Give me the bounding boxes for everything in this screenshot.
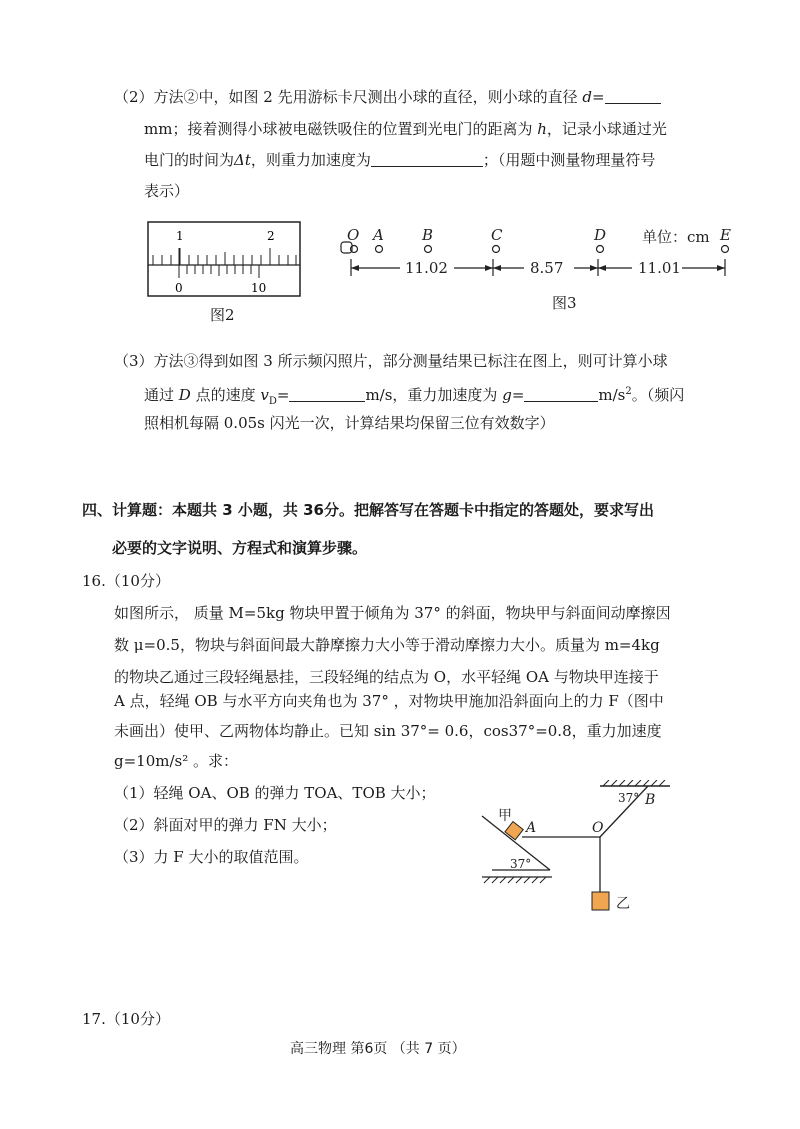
q17-header: 17.（10分） bbox=[82, 1010, 170, 1028]
ceiling-hatching bbox=[603, 780, 665, 786]
vernier-caliper-figure bbox=[145, 220, 305, 300]
figure2-caption: 图2 bbox=[210, 306, 235, 324]
text: （3）方法③得到如图 3 所示频闪照片，部分测量结果已标注在图上，则可计算小球 bbox=[114, 352, 668, 370]
main-scale-label-2: 2 bbox=[267, 229, 275, 243]
text: = bbox=[592, 88, 605, 106]
point-label-D: D bbox=[594, 226, 607, 244]
sup-2: 2 bbox=[625, 386, 632, 397]
text: = bbox=[276, 386, 290, 404]
label-O: O bbox=[592, 820, 604, 836]
q16-paragraph-line5: 未画出）使甲、乙两物体均静止。已知 sin 37°= 0.6，cos37°=0.8，重力加速度 bbox=[114, 722, 662, 740]
text: = bbox=[511, 386, 525, 404]
text: 电门的时间为 bbox=[144, 151, 235, 169]
var-d: d bbox=[582, 88, 593, 106]
vernier-label-10: 10 bbox=[251, 281, 267, 295]
q16-paragraph-line4: A 点，轻绳 OB 与水平方向夹角也为 37° ，对物块甲施加沿斜面向上的力 F（图中 bbox=[114, 692, 664, 710]
q16-paragraph-line2: 数 μ=0.5，物块与斜面间最大静摩擦力大小等于滑动摩擦力大小。质量为 m=4kg bbox=[114, 636, 660, 654]
text: ，记录小球通过光 bbox=[546, 120, 667, 138]
block-yi bbox=[592, 892, 609, 910]
page-footer: 高三物理 第6页 （共 7 页） bbox=[290, 1041, 466, 1057]
text: mm；接着测得小球被电磁铁吸住的位置到光电门的距离为 bbox=[144, 120, 538, 138]
q16-paragraph-line1: 如图所示， 质量 M=5kg 物块甲置于倾角为 37° 的斜面，物块甲与斜面间动摩擦因 bbox=[114, 604, 671, 622]
distance-label-1: 11.02 bbox=[405, 259, 448, 277]
text: 表示） bbox=[144, 182, 190, 200]
main-scale-label-1: 1 bbox=[176, 229, 184, 243]
answer-blank-d[interactable] bbox=[605, 87, 661, 104]
text: 点的速度 bbox=[190, 386, 261, 404]
text: 照相机每隔 0.05s 闪光一次，计算结果均保留三位有效数字） bbox=[144, 414, 555, 432]
text: m/s bbox=[598, 386, 626, 404]
answer-blank-g[interactable] bbox=[524, 385, 598, 402]
var-g: g bbox=[502, 386, 512, 404]
strobe-photo-figure bbox=[334, 222, 744, 286]
label-yi: 乙 bbox=[616, 896, 630, 912]
text: m/s，重力加速度为 bbox=[365, 386, 503, 404]
section4-title-line1: 四、计算题：本题共 3 小题，共 36分。把解答写在答题卡中指定的答题处，要求写出 bbox=[82, 501, 654, 519]
point-label-C: C bbox=[491, 226, 503, 244]
point-label-E: E bbox=[720, 226, 731, 244]
section4-title-line2: 必要的文字说明、方程式和演算步骤。 bbox=[112, 539, 368, 557]
label-B: B bbox=[645, 792, 656, 808]
main-scale-ticks bbox=[153, 248, 296, 265]
figure3-caption: 图3 bbox=[552, 294, 577, 312]
label-A: A bbox=[526, 820, 537, 836]
q15-part3-line1 bbox=[114, 346, 668, 376]
text: （2）方法②中，如图 2 先用游标卡尺测出小球的直径，则小球的直径 bbox=[114, 88, 583, 106]
point-label-A: A bbox=[373, 226, 384, 244]
distance-label-3: 11.01 bbox=[638, 259, 681, 277]
var-v: v bbox=[260, 386, 269, 404]
label-jia: 甲 bbox=[498, 808, 512, 824]
sub-D: D bbox=[268, 396, 277, 407]
vernier-scale-ticks bbox=[179, 265, 259, 278]
distance-label-2: 8.57 bbox=[530, 259, 564, 277]
label-angle-bottom: 37° bbox=[510, 857, 532, 871]
ground-hatching bbox=[484, 877, 546, 883]
text: 通过 bbox=[144, 386, 179, 404]
text: ，则重力加速度为 bbox=[250, 151, 371, 169]
var-D: D bbox=[178, 386, 191, 404]
q16-subquestion-3: （3）力 F 大小的取值范围。 bbox=[114, 848, 309, 866]
vernier-label-0: 0 bbox=[175, 281, 183, 295]
text: 。（频闪 bbox=[631, 386, 685, 404]
var-h: h bbox=[537, 120, 547, 138]
point-label-O: O bbox=[347, 226, 360, 244]
answer-blank-g-formula[interactable] bbox=[371, 150, 483, 167]
text: ；（用题中测量物理量符号 bbox=[482, 151, 656, 169]
label-angle-top: 37° bbox=[618, 791, 640, 805]
q16-force-diagram bbox=[470, 780, 670, 920]
q15-part2-line2 bbox=[144, 114, 667, 144]
q16-paragraph-line3: 的物块乙通过三段轻绳悬挂，三段轻绳的结点为 O，水平轻绳 OA 与物块甲连接于 bbox=[114, 668, 659, 686]
q16-paragraph-line6: g=10m/s² 。求： bbox=[114, 752, 239, 770]
unit-label: 单位：cm bbox=[642, 228, 710, 246]
answer-blank-vD[interactable] bbox=[289, 385, 365, 402]
var-dt: Δt bbox=[234, 151, 251, 169]
q16-header: 16.（10分） bbox=[82, 572, 170, 590]
point-label-B: B bbox=[422, 226, 434, 244]
q16-subquestion-2: （2）斜面对甲的弹力 FN 大小； bbox=[114, 816, 337, 834]
q15-part2-line4 bbox=[144, 176, 189, 206]
q15-part3-line3 bbox=[144, 408, 555, 438]
q15-part2-line3 bbox=[144, 145, 655, 175]
q15-part2-line1 bbox=[114, 82, 661, 112]
q16-subquestion-1: （1）轻绳 OA、OB 的弹力 TOA、TOB 大小； bbox=[114, 784, 436, 802]
